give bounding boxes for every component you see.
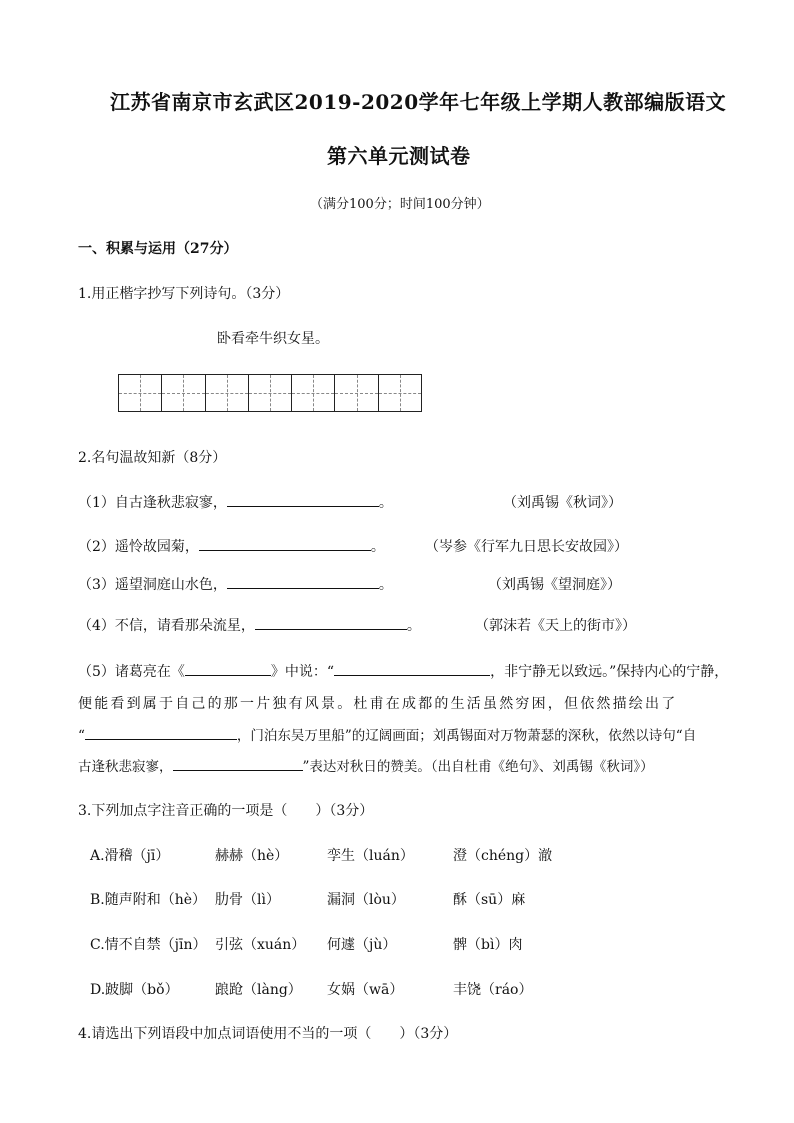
item5-text-c: ，非宁静无以致远。”保持内心的宁静， [490,664,729,680]
page-title-line2: 第六单元测试卷 [327,144,471,168]
grid-cell[interactable] [119,375,162,411]
item-number: （2） [78,539,115,555]
item5-text-b: 》中说：“ [270,664,335,680]
option-b-word2: 肋骨（lì） [215,892,280,908]
option-c-word4: 髀（bì）肉 [453,937,523,953]
option-a-word1: A.滑稽（jī） [90,848,170,864]
item-text: 不信，请看那朵流星， [114,618,255,634]
item-end: 。 [378,495,393,511]
option-a-word2: 赫赫（hè） [215,848,289,864]
item-source: （刘禹锡《望洞庭》） [488,577,621,593]
fill-item-5-line1 [78,661,728,681]
item-end: 。 [370,539,385,555]
answer-blank[interactable] [334,661,490,676]
item-number: （1） [78,495,115,511]
answer-blank[interactable] [85,725,237,740]
fill-item-3 [78,574,393,594]
option-d-word1: D.跛脚（bǒ） [90,982,179,998]
writing-grid[interactable] [118,374,422,412]
item5-text-f: 古逢秋悲寂寥， [78,759,173,775]
option-b-word1: B.随声附和（hè） [90,892,207,908]
exam-subtitle: （满分100分；时间100分钟） [310,197,490,212]
section-heading: 一、积累与运用（27分） [78,241,238,257]
item-source: （刘禹锡《秋词》） [503,495,622,511]
question-3-prompt: 3.下列加点字注音正确的一项是（ ）（3分） [78,803,374,819]
item-source: （岑参《行军九日思长安故园》） [425,539,628,555]
question-4-prompt: 4.请选出下列语段中加点词语使用不当的一项（ ）（3分） [78,1026,458,1042]
question-2-prompt: 2.名句温故知新（8分） [78,450,227,466]
poem-line: 卧看牵牛织女星。 [217,331,329,347]
item-number: （3） [78,577,115,593]
item-end: 。 [406,618,421,634]
item5-text-e: ，门泊东吴万里船”的辽阔画面；刘禹锡面对万物萧瑟的深秋，依然以诗句“自 [236,728,697,744]
option-b-word4: 酥（sū）麻 [453,892,526,908]
fill-item-2 [78,536,385,556]
fill-item-5-line2: 便能看到属于自己的那一片独有风景。杜甫在成都的生活虽然穷困，但依然描绘出了 [78,696,678,712]
fill-item-1 [78,492,393,512]
option-c-word2: 引弦（xuán） [215,937,306,953]
option-d-word3: 女娲（wā） [327,982,404,998]
option-c-word1: C.情不自禁（jīn） [90,937,207,953]
item-text: 遥怜故园菊， [114,539,199,555]
option-c-word3: 何遽（jù） [327,937,397,953]
option-b-word3: 漏洞（lòu） [327,892,405,908]
grid-cell[interactable] [162,375,205,411]
fill-item-4 [78,615,421,635]
answer-blank[interactable] [199,536,371,551]
answer-blank[interactable] [255,615,407,630]
answer-blank[interactable] [227,574,379,589]
item-text: 自古逢秋悲寂寥， [114,495,227,511]
question-1-prompt: 1.用正楷字抄写下列诗句。（3分） [78,286,290,302]
item-end: 。 [378,577,393,593]
option-d-word2: 踉跄（làng） [215,982,302,998]
fill-item-5-line4 [78,755,654,775]
grid-cell[interactable] [206,375,249,411]
grid-cell[interactable] [292,375,335,411]
answer-blank[interactable] [185,661,271,676]
item5-text-g: ”表达对秋日的赞美。（出自杜甫《绝句》、刘禹锡《秋词》） [302,759,654,775]
option-a-word4: 澄（chéng）澈 [453,848,553,864]
grid-cell[interactable] [335,375,378,411]
page-title: 江苏省南京市玄武区2019-2020学年七年级上学期人教部编版语文 [110,90,727,114]
item5-text-d: “ [78,728,85,744]
answer-blank[interactable] [227,492,379,507]
grid-cell[interactable] [379,375,421,411]
item5-text-a: （5）诸葛亮在《 [78,664,185,680]
grid-cell[interactable] [249,375,292,411]
item-number: （4） [78,618,115,634]
item-source: （郭沫若《天上的街市》） [475,618,636,634]
fill-item-5-line3 [78,724,696,744]
option-a-word3: 孪生（luán） [327,848,414,864]
answer-blank[interactable] [173,756,303,771]
option-d-word4: 丰饶（ráo） [453,982,533,998]
item-text: 遥望洞庭山水色， [114,577,227,593]
